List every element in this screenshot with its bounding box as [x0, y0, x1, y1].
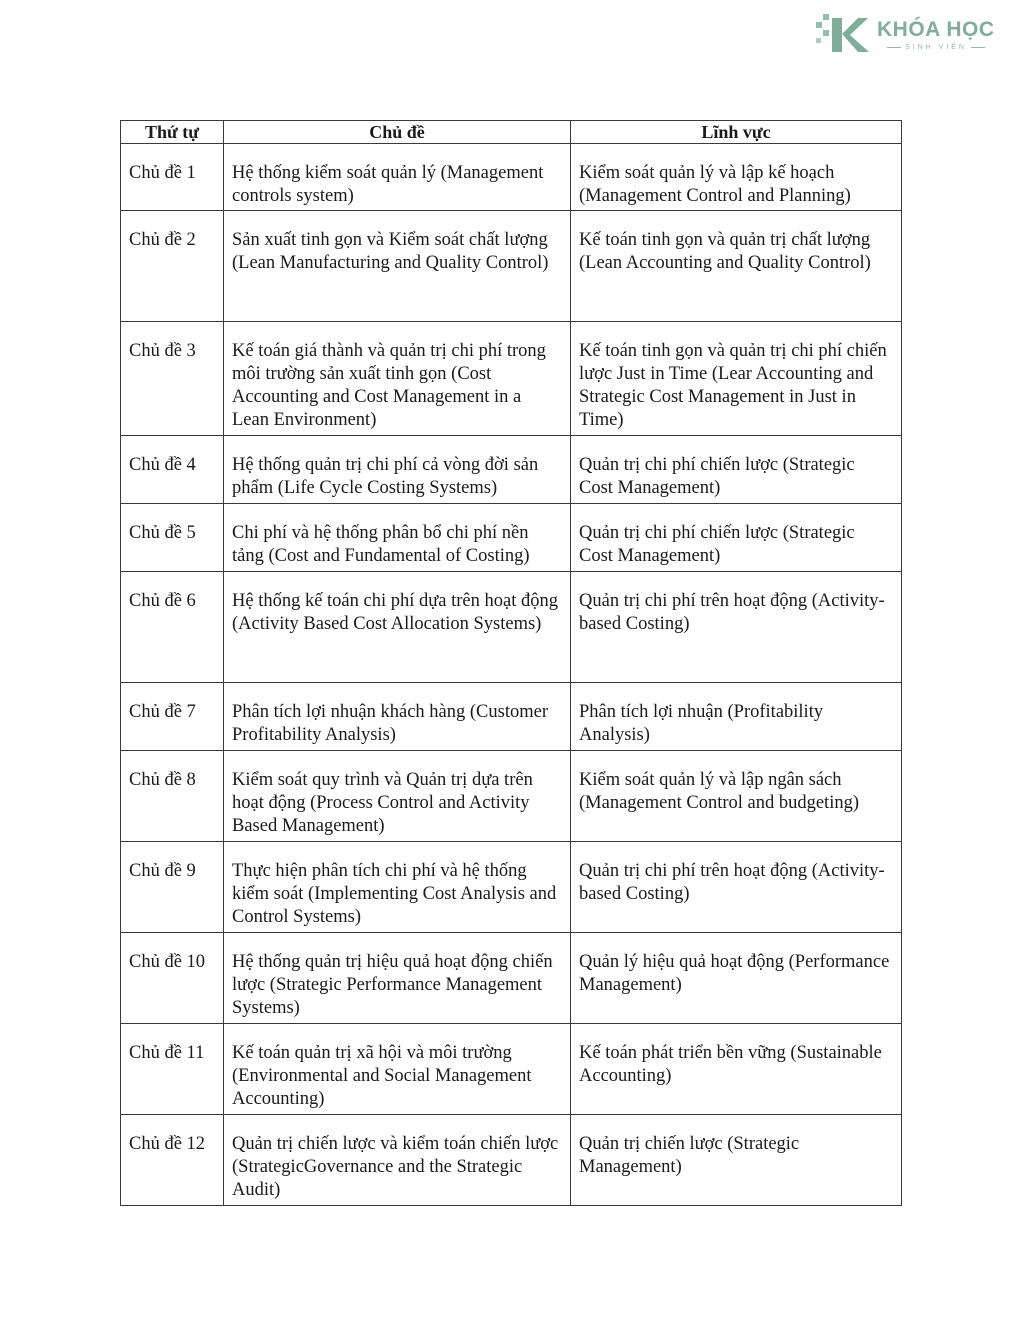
header-field: Lĩnh vực [571, 121, 902, 144]
field-cell: Kiểm soát quản lý và lập kế hoạch (Management Control and Planning) [571, 144, 902, 211]
field-cell: Quản trị chi phí trên hoạt động (Activity-based Costing) [571, 842, 902, 933]
field-cell: Kế toán tinh gọn và quản trị chi phí chiến lược Just in Time (Lear Accounting and Strategic Cost Management in Just in Time) [571, 322, 902, 436]
order-cell: Chủ đề 9 [121, 842, 224, 933]
table-row [121, 1024, 902, 1115]
table-row [121, 1115, 902, 1206]
topic-cell: Hệ thống kiểm soát quản lý (Management controls system) [224, 144, 571, 211]
topic-cell: Quản trị chiến lược và kiểm toán chiến lược (StrategicGovernance and the Strategic Audit) [224, 1115, 571, 1206]
topic-cell: Thực hiện phân tích chi phí và hệ thống kiểm soát (Implementing Cost Analysis and Control Systems) [224, 842, 571, 933]
order-cell: Chủ đề 12 [121, 1115, 224, 1206]
field-cell: Phân tích lợi nhuận (Profitability Analysis) [571, 683, 902, 751]
order-cell: Chủ đề 1 [121, 144, 224, 211]
order-cell: Chủ đề 6 [121, 572, 224, 683]
field-cell: Kế toán phát triển bền vững (Sustainable Accounting) [571, 1024, 902, 1115]
table-row [121, 322, 902, 436]
topic-cell: Sản xuất tinh gọn và Kiểm soát chất lượng (Lean Manufacturing and Quality Control) [224, 211, 571, 322]
field-cell: Quản trị chi phí chiến lược (Strategic Cost Management) [571, 436, 902, 504]
topic-cell: Hệ thống quản trị hiệu quả hoạt động chiến lược (Strategic Performance Management Systems) [224, 933, 571, 1024]
topic-cell: Chi phí và hệ thống phân bổ chi phí nền tảng (Cost and Fundamental of Costing) [224, 504, 571, 572]
header-topic: Chủ đề [224, 121, 571, 144]
table-row [121, 933, 902, 1024]
field-cell: Quản lý hiệu quả hoạt động (Performance Management) [571, 933, 902, 1024]
table-row [121, 683, 902, 751]
logo-title: KHÓA HỌC [877, 18, 995, 41]
table-row [121, 504, 902, 572]
topic-cell: Hệ thống kế toán chi phí dựa trên hoạt động (Activity Based Cost Allocation Systems) [224, 572, 571, 683]
topic-cell: Kiểm soát quy trình và Quản trị dựa trên hoạt động (Process Control and Activity Based Management) [224, 751, 571, 842]
topic-cell: Hệ thống quản trị chi phí cả vòng đời sản phẩm (Life Cycle Costing Systems) [224, 436, 571, 504]
order-cell: Chủ đề 10 [121, 933, 224, 1024]
logo-k-icon [814, 10, 870, 56]
order-cell: Chủ đề 8 [121, 751, 224, 842]
order-cell: Chủ đề 7 [121, 683, 224, 751]
field-cell: Kiểm soát quản lý và lập ngân sách (Management Control and budgeting) [571, 751, 902, 842]
table-row [121, 436, 902, 504]
table-row [121, 751, 902, 842]
order-cell: Chủ đề 4 [121, 436, 224, 504]
topics-table [120, 120, 902, 1206]
table-row [121, 144, 902, 211]
field-cell: Kế toán tinh gọn và quản trị chất lượng (Lean Accounting and Quality Control) [571, 211, 902, 322]
order-cell: Chủ đề 2 [121, 211, 224, 322]
field-cell: Quản trị chiến lược (Strategic Management) [571, 1115, 902, 1206]
logo-subtitle: SINH VIÊN [877, 44, 995, 51]
field-cell: Quản trị chi phí trên hoạt động (Activity-based Costing) [571, 572, 902, 683]
topic-cell: Kế toán quản trị xã hội và môi trường (Environmental and Social Management Accounting) [224, 1024, 571, 1115]
table-header-row [121, 121, 902, 144]
order-cell: Chủ đề 11 [121, 1024, 224, 1115]
header-order: Thứ tự [121, 121, 224, 144]
brand-logo [814, 10, 1004, 60]
table-row [121, 211, 902, 322]
order-cell: Chủ đề 5 [121, 504, 224, 572]
table-row [121, 842, 902, 933]
order-cell: Chủ đề 3 [121, 322, 224, 436]
field-cell: Quản trị chi phí chiến lược (Strategic Cost Management) [571, 504, 902, 572]
topic-cell: Kế toán giá thành và quản trị chi phí trong môi trường sản xuất tinh gọn (Cost Accounting and Cost Management in a Lean Environment) [224, 322, 571, 436]
table-row [121, 572, 902, 683]
topic-cell: Phân tích lợi nhuận khách hàng (Customer Profitability Analysis) [224, 683, 571, 751]
